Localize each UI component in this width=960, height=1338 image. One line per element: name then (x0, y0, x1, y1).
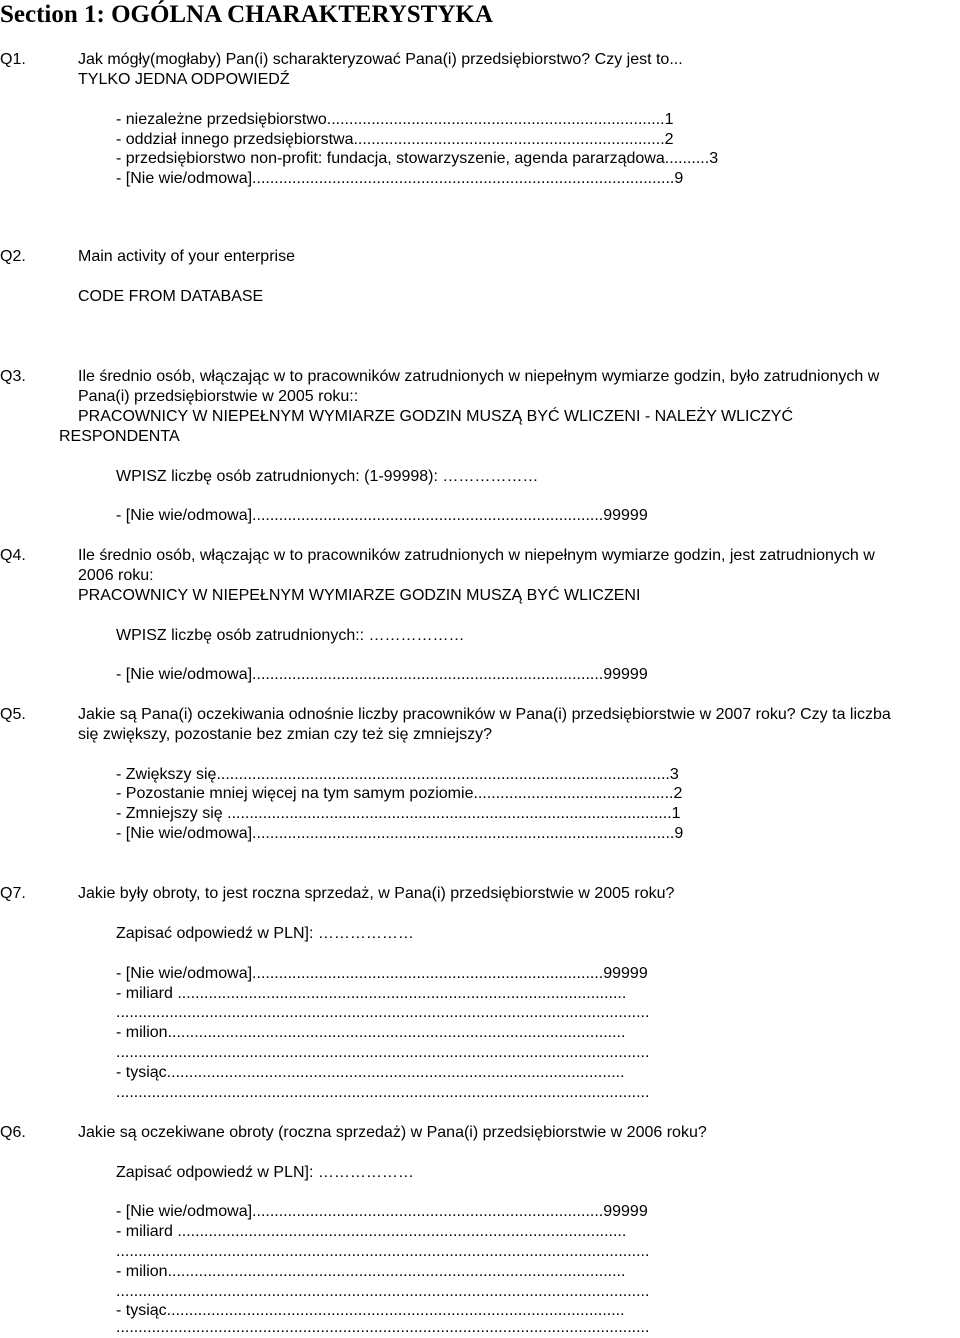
answer-option: - tysiąc....................................................................................................... (116, 1064, 625, 1081)
question-text: 2006 roku: (78, 567, 154, 584)
answer-option: - oddział innego przedsiębiorstwa......................................................................2 (116, 131, 674, 148)
answer-option: - [Nie wie/odmowa]...............................................................................99999 (116, 666, 648, 683)
entry-field-line: WPISZ liczbę osób zatrudnionych: (1-99998): ……………… (116, 468, 539, 485)
answer-option: - [Nie wie/odmowa]...............................................................................99999 (116, 965, 648, 982)
question-number: Q3. (0, 368, 26, 385)
answer-option: - Zmniejszy się ....................................................................................................1 (116, 805, 681, 822)
question-number: Q6. (0, 1124, 26, 1141)
question-instruction: PRACOWNICY W NIEPEŁNYM WYMIARZE GODZIN MUSZĄ BYĆ WLICZENI - NALEŻY WLICZYĆ (78, 408, 794, 425)
answer-option: - tysiąc....................................................................................................... (116, 1302, 625, 1319)
entry-field-line: Zapisać odpowiedź w PLN]: ……………… (116, 925, 414, 942)
question-number: Q2. (0, 248, 26, 265)
question-instruction: CODE FROM DATABASE (78, 288, 264, 305)
question-text: Jakie są Pana(i) oczekiwania odnośnie liczby pracowników w Pana(i) przedsiębiorstwie w 2007 roku? Czy ta liczba (78, 706, 891, 723)
dotted-line: ........................................................................................................................ (116, 1243, 650, 1260)
section-title: Section 1: OGÓLNA CHARAKTERYSTYKA (0, 1, 493, 28)
answer-option: - miliard ..................................................................................................... (116, 1223, 627, 1240)
question-text: Jakie są oczekiwane obroty (roczna sprzedaż) w Pana(i) przedsiębiorstwie w 2006 roku? (78, 1124, 707, 1141)
answer-option: - milion....................................................................................................... (116, 1024, 626, 1041)
answer-option: - miliard ..................................................................................................... (116, 985, 627, 1002)
dotted-line: ........................................................................................................................ (116, 1319, 650, 1336)
answer-option: - niezależne przedsiębiorstwo............................................................................1 (116, 111, 674, 128)
question-instruction: TYLKO JEDNA ODPOWIEDŹ (78, 71, 290, 88)
question-text: Main activity of your enterprise (78, 248, 295, 265)
question-text: Ile średnio osób, włączając w to pracowników zatrudnionych w niepełnym wymiarze godzin, było zatrudnionych w (78, 368, 880, 385)
question-number: Q4. (0, 547, 26, 564)
dotted-line: ........................................................................................................................ (116, 1004, 650, 1021)
dotted-line: ........................................................................................................................ (116, 1084, 650, 1101)
question-text: Jak mógły(mogłaby) Pan(i) scharakteryzować Pana(i) przedsiębiorstwo? Czy jest to... (78, 51, 683, 68)
question-text: Pana(i) przedsiębiorstwie w 2005 roku:: (78, 388, 359, 405)
question-instruction: PRACOWNICY W NIEPEŁNYM WYMIARZE GODZIN MUSZĄ BYĆ WLICZENI (78, 587, 641, 604)
question-text: się zwiększy, pozostanie bez zmian czy też się zmniejszy? (78, 726, 493, 743)
answer-option: - [Nie wie/odmowa]...............................................................................99999 (116, 1203, 648, 1220)
answer-option: - przedsiębiorstwo non-profit: fundacja, stowarzyszenie, agenda pararządowa..........3 (116, 150, 719, 167)
answer-option: - milion....................................................................................................... (116, 1263, 626, 1280)
question-number: Q5. (0, 706, 26, 723)
answer-option: - Zwiększy się......................................................................................................3 (116, 766, 679, 783)
question-text: Jakie były obroty, to jest roczna sprzedaż, w Pana(i) przedsiębiorstwie w 2005 roku? (78, 885, 675, 902)
entry-field-line: WPISZ liczbę osób zatrudnionych:: ……………… (116, 627, 465, 644)
answer-option: - [Nie wie/odmowa]...............................................................................................9 (116, 170, 684, 187)
answer-option: - [Nie wie/odmowa]...............................................................................................9 (116, 825, 684, 842)
answer-option: - Pozostanie mniej więcej na tym samym poziomie.............................................2 (116, 785, 683, 802)
answer-option: - [Nie wie/odmowa]...............................................................................99999 (116, 507, 648, 524)
dotted-line: ........................................................................................................................ (116, 1283, 650, 1300)
dotted-line: ........................................................................................................................ (116, 1044, 650, 1061)
question-number: Q1. (0, 51, 26, 68)
question-text: Ile średnio osób, włączając w to pracowników zatrudnionych w niepełnym wymiarze godzin, jest zatrudnionych w (78, 547, 875, 564)
entry-field-line: Zapisać odpowiedź w PLN]: ……………… (116, 1164, 414, 1181)
question-instruction: RESPONDENTA (59, 428, 180, 445)
question-number: Q7. (0, 885, 26, 902)
